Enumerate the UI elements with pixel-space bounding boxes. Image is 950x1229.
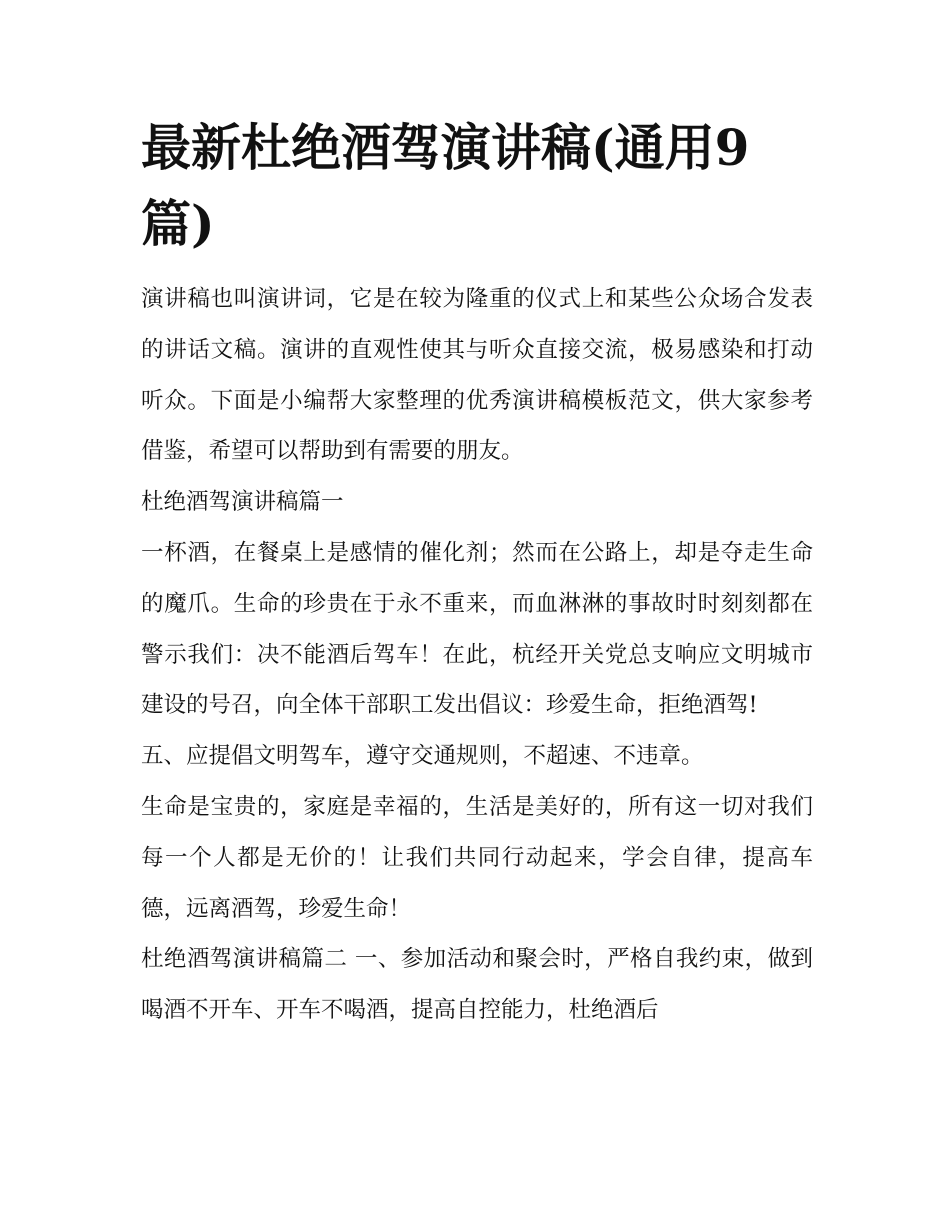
title-block — [141, 110, 813, 262]
paragraph-body-4: 杜绝酒驾演讲稿篇二 一、参加活动和聚会时，严格自我约束，做到喝酒不开车、开车不喝酒，提高自控能力，杜绝酒后 — [141, 946, 813, 1024]
paragraph-body-3: 生命是宝贵的，家庭是幸福的，生活是美好的，所有这一切对我们每一个人都是无价的！让我们共同行动起来，学会自律，提高车德，远离酒驾，珍爱生命！ — [141, 793, 813, 922]
document-title: 最新杜绝酒驾演讲稿(通用9篇) — [141, 118, 750, 253]
paragraph-body-1: 一杯酒，在餐桌上是感情的催化剂；然而在公路上，却是夺走生命的魔爪。生命的珍贵在于永不重来，而血淋淋的事故时时刻刻都在警示我们：决不能酒后驾车！在此，杭经开关党总支响应文明城市建设的号召，向全体干部职工发出倡议：珍爱生命，拒绝酒驾! — [141, 539, 813, 719]
section-heading-1: 杜绝酒驾演讲稿篇一 — [141, 489, 344, 516]
paragraph-intro: 演讲稿也叫演讲词，它是在较为隆重的仪式上和某些公众场合发表的讲话文稿。演讲的直观性使其与听众直接交流，极易感染和打动听众。下面是小编帮大家整理的优秀演讲稿模板范文，供大家参考借鉴，希望可以帮助到有需要的朋友。 — [141, 286, 813, 465]
paragraph-body-2: 五、应提倡文明驾车，遵守交通规则，不超速、不违章。 — [141, 743, 704, 770]
document-content — [141, 110, 813, 1036]
